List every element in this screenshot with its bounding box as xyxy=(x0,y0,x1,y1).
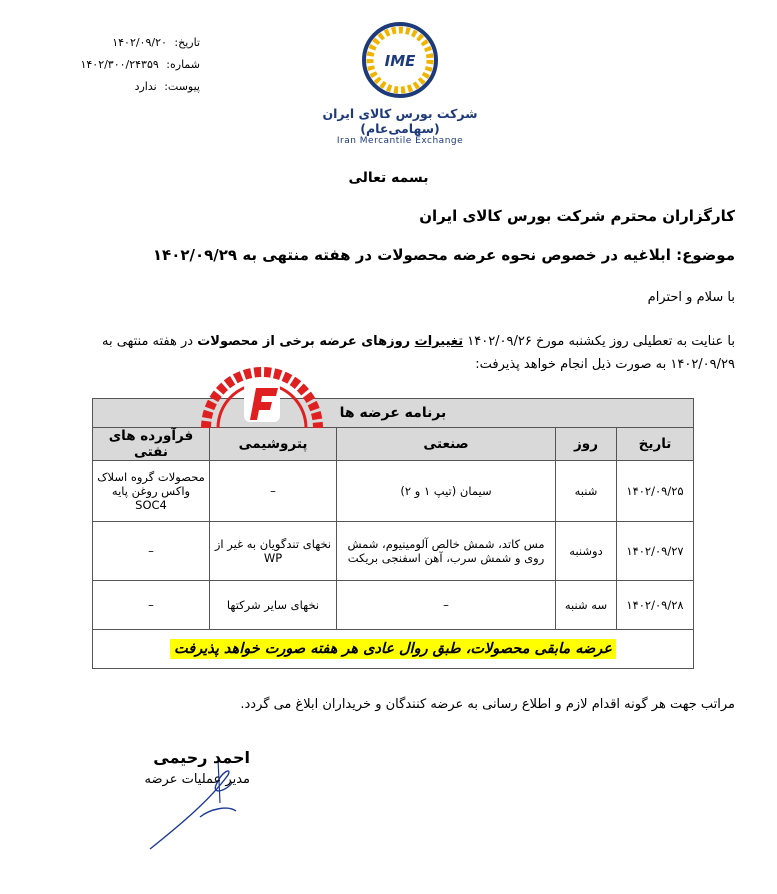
para-part-4: در هفته منتهی به ۱۴۰۲/۰۹/۲۹ به صورت ذیل انجام خواهد پذیرفت: xyxy=(102,334,735,372)
company-logo xyxy=(300,20,500,150)
header-date: تاریخ xyxy=(617,428,694,461)
cell-oil-products: – xyxy=(93,522,210,581)
table-title: برنامه عرضه ها xyxy=(93,399,694,428)
cell-date: ۱۴۰۲/۰۹/۲۵ xyxy=(617,461,694,522)
table-title-row xyxy=(93,399,694,428)
greeting: با سلام و احترام xyxy=(647,290,735,305)
ime-logo-icon xyxy=(360,20,440,100)
cell-date: ۱۴۰۲/۰۹/۲۸ xyxy=(617,581,694,630)
company-name-fa: شرکت بورس کالای ایران (سهامی‌عام) xyxy=(322,106,478,136)
logo-mark: IME xyxy=(384,52,416,70)
cell-oil-products: محصولات گروه اسلاک واکس روغن پایه SOC4 xyxy=(93,461,210,522)
cell-petrochemical: – xyxy=(210,461,337,522)
addressee: کارگزاران محترم شرکت بورس کالای ایران xyxy=(419,207,735,225)
number-value: ۱۴۰۲/۳۰۰/۲۴۳۵۹ xyxy=(80,58,159,71)
intro-paragraph xyxy=(45,330,735,376)
table-row xyxy=(93,581,694,630)
cell-date: ۱۴۰۲/۰۹/۲۷ xyxy=(617,522,694,581)
bismillah: بسمه تعالی xyxy=(348,170,429,186)
signatory-name: احمد رحیمی xyxy=(153,748,250,767)
para-changes-word: تغییرات xyxy=(414,334,464,349)
cell-petrochemical: نخهای تندگویان به غیر از WP xyxy=(210,522,337,581)
cell-petrochemical: نخهای سایر شرکتها xyxy=(210,581,337,630)
table-note-cell xyxy=(93,630,694,669)
closing-line: مراتب جهت هر گونه اقدام لازم و اطلاع رسانی به عرضه کنندگان و خریداران ابلاغ می گردد. xyxy=(240,697,735,712)
subject-line: موضوع: ابلاغیه در خصوص نحوه عرضه محصولات در هفته منتهی به ۱۴۰۲/۰۹/۲۹ xyxy=(152,246,735,264)
header-industrial: صنعتی xyxy=(337,428,556,461)
table-header-row xyxy=(93,428,694,461)
header-petrochemical: پتروشیمی xyxy=(210,428,337,461)
letter-meta xyxy=(60,32,200,98)
cell-industrial: – xyxy=(337,581,556,630)
date-label: تاریخ: xyxy=(174,36,200,49)
red-f-stamp-icon xyxy=(198,364,326,428)
attachment-value: ندارد xyxy=(134,80,157,93)
schedule-table xyxy=(92,398,694,669)
date-row xyxy=(60,32,200,54)
cell-oil-products: – xyxy=(93,581,210,630)
table-note: عرضه مابقی محصولات، طبق روال عادی هر هفته صورت خواهد پذیرفت xyxy=(170,639,616,659)
cell-day: دوشنبه xyxy=(556,522,617,581)
cell-day: سه شنبه xyxy=(556,581,617,630)
header-day: روز xyxy=(556,428,617,461)
cell-day: شنبه xyxy=(556,461,617,522)
para-part-1: با عنایت به تعطیلی روز یکشنبه مورخ ۱۴۰۲/۰۹/۲۶ xyxy=(463,334,735,349)
attachment-row xyxy=(60,76,200,98)
number-row xyxy=(60,54,200,76)
date-value: ۱۴۰۲/۰۹/۲۰ xyxy=(112,36,167,49)
cell-industrial: مس کاتد، شمش خالص آلومینیوم، شمش روی و شمش سرب، آهن اسفنجی بریکت xyxy=(337,522,556,581)
attachment-label: پیوست: xyxy=(164,80,200,93)
cell-industrial: سیمان (تیپ ۱ و ۲) xyxy=(337,461,556,522)
para-part-3: روزهای عرضه برخی از محصولات xyxy=(197,334,415,349)
signatory-title: مدیر عملیات عرضه xyxy=(144,772,250,787)
table-row xyxy=(93,522,694,581)
table-row xyxy=(93,461,694,522)
table-note-row xyxy=(93,630,694,669)
number-label: شماره: xyxy=(166,58,200,71)
company-name-en: Iran Mercantile Exchange xyxy=(336,136,464,146)
header-oil-products: فرآورده های نفتی xyxy=(93,428,210,461)
